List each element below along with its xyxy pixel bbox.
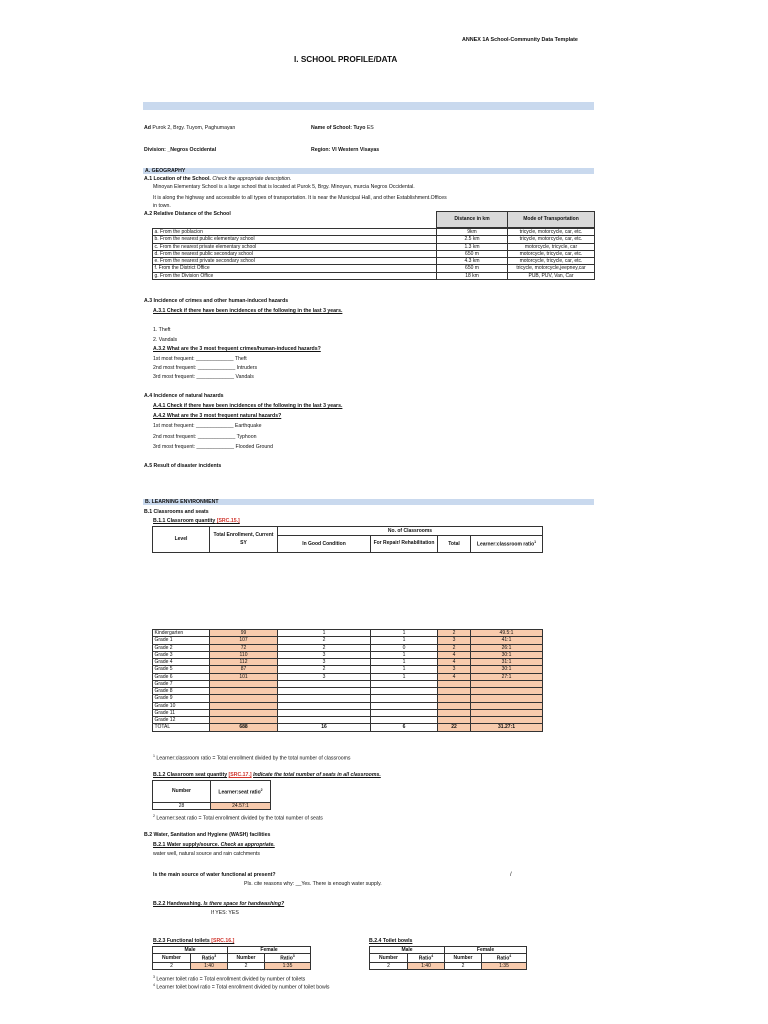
toilets-female-number: 2	[228, 963, 265, 970]
a3-heading: A.3 Incidence of crimes and other human-induced hazards	[144, 298, 289, 304]
geography-bar	[143, 168, 594, 174]
a2-label: A.2 Relative Distance of the School	[144, 211, 231, 217]
hazard-frequent-1-value: Earthquake	[234, 423, 262, 429]
toilets-female-ratio-label: Ratio	[280, 955, 293, 962]
crime-frequent-2-label: 2nd most frequent: _____________	[153, 365, 236, 371]
level-cell: Grade 12	[153, 717, 210, 724]
enrollment-cell	[210, 709, 278, 716]
total-cell	[438, 717, 471, 724]
hazard-frequent-1-label: 1st most frequent: _____________	[153, 423, 234, 429]
classroom-row	[153, 695, 543, 702]
distance-row-value: 650 m	[437, 265, 508, 272]
enrollment-cell: 87	[210, 666, 278, 673]
level-cell: Grade 11	[153, 709, 210, 716]
distance-row-value: 4.3 km	[437, 258, 508, 265]
a42-label: A.4.2 What are the 3 most frequent natural hazards?	[153, 413, 282, 419]
region-label: Region:	[311, 147, 331, 153]
a5-label: A.5 Result of disaster incidents	[144, 463, 222, 469]
distance-row-label: g. From the Division Office	[153, 272, 437, 279]
classroom-row	[153, 630, 543, 637]
seat-ratio-header	[211, 781, 271, 803]
toilets-male-ratio-header	[191, 954, 228, 963]
b11-line	[153, 518, 240, 525]
bowl-ratio-note	[153, 983, 329, 991]
total-good-condition-cell: 16	[278, 724, 371, 731]
level-cell: Kindergarten	[153, 630, 210, 637]
repair-cell	[371, 717, 438, 724]
distance-row-label: b. From the nearest public elementary school	[153, 236, 437, 243]
distance-row-label: f. From the District Office	[153, 265, 437, 272]
total-level-cell: TOTAL	[153, 724, 210, 731]
ratio-cell	[471, 688, 543, 695]
repair-cell: 1	[371, 637, 438, 644]
enrollment-cell: 101	[210, 673, 278, 680]
bowls-female-ratio-label: Ratio	[496, 955, 510, 962]
a4-heading: A.4 Incidence of natural hazards	[144, 393, 224, 399]
classroom-total-row	[153, 724, 543, 731]
b21-line	[153, 842, 275, 849]
classroom-ratio-note-text: Learner:classroom ratio = Total enrollment divided by the total number of classrooms	[156, 755, 351, 762]
b11-source: [SRC.15.]	[216, 518, 240, 524]
ratio-cell: 26:1	[471, 644, 543, 651]
bowls-male-header: Male	[370, 947, 445, 954]
toilets-male-number: 2	[153, 963, 191, 970]
seat-ratio-header-label: Learner:seat ratio	[218, 789, 261, 796]
distance-header-table	[436, 211, 595, 228]
repair-cell	[371, 702, 438, 709]
level-header: Level	[153, 527, 210, 553]
distance-row	[153, 250, 595, 257]
toilets-female-ratio: 1:35	[265, 963, 311, 970]
repair-cell: 1	[371, 673, 438, 680]
seat-table	[152, 780, 271, 810]
enrollment-cell: 99	[210, 630, 278, 637]
address-value: Purok 2, Brgy. Tuyom, Paghumayan	[152, 125, 236, 131]
a1-label: A.1 Location of the School.	[144, 176, 211, 182]
ratio-cell: 27:1	[471, 673, 543, 680]
b12-line	[153, 772, 381, 779]
distance-row	[153, 236, 595, 243]
seat-ratio-note	[153, 814, 323, 822]
learning-heading: B. LEARNING ENVIRONMENT	[145, 499, 219, 505]
classroom-header-table	[152, 526, 543, 553]
bowl-ratio-note-sup: 4	[153, 983, 155, 987]
ratio-cell	[471, 702, 543, 709]
b24-label: B.2.4 Toilet bowls	[369, 938, 413, 944]
toilets-female-ratio-header	[265, 954, 311, 963]
toilets-male-number-header: Number	[153, 954, 191, 963]
distance-row-mode: tricycle, motorcycle, car, etc.	[508, 236, 595, 243]
bowls-male-ratio-sup: 4	[431, 954, 434, 959]
ratio-cell	[471, 709, 543, 716]
total-enrollment-cell: 688	[210, 724, 278, 731]
toilets-male-ratio-label: Ratio	[201, 955, 215, 962]
distance-row-value: 2.5 km	[437, 236, 508, 243]
repair-cell: 1	[371, 659, 438, 666]
water-functional-reason: Pls. cite reasons why: __Yes. There is enough water supply.	[244, 881, 382, 887]
a31-label: A.3.1 Check if there have been incidences of the following in the last 3 years.	[153, 308, 343, 314]
bowls-male-number: 2	[370, 963, 408, 970]
total-cell: 4	[438, 651, 471, 658]
seat-number-value: 28	[153, 803, 211, 810]
bowls-female-ratio-header	[482, 954, 527, 963]
good-condition-header: In Good Condition	[278, 536, 371, 553]
crime-frequent-1	[153, 356, 247, 363]
total-header: Total	[438, 536, 471, 553]
b22-value: If YES: YES	[211, 910, 239, 916]
level-cell: Grade 1	[153, 637, 210, 644]
page-title: I. SCHOOL PROFILE/DATA	[294, 55, 398, 64]
level-cell: Grade 6	[153, 673, 210, 680]
total-cell	[438, 688, 471, 695]
distance-row-label: c. From the nearest private elementary school	[153, 243, 437, 250]
total-total-cell: 22	[438, 724, 471, 731]
classroom-ratio-note	[153, 754, 351, 762]
b1-label: B.1 Classrooms and seats	[144, 509, 209, 515]
distance-table	[152, 228, 595, 280]
bowls-female-header: Female	[445, 947, 527, 954]
distance-row	[153, 265, 595, 272]
distance-row-mode: tricycle, motorcycle, car, etc.	[508, 229, 595, 236]
distance-row-mode: PUB, PUV, Van, Car	[508, 272, 595, 279]
division-label: Division: _Negros Occidental	[144, 147, 217, 153]
level-cell: Grade 4	[153, 659, 210, 666]
level-cell: Grade 7	[153, 680, 210, 687]
annex-label: ANNEX 1A School-Community Data Template	[462, 37, 578, 43]
b21-instruction: Check as appropriate.	[220, 842, 275, 848]
crime-frequent-3-value: Vandals	[235, 374, 254, 380]
classroom-row	[153, 659, 543, 666]
b2-heading: B.2 Water, Sanitation and Hygiene (WASH) facilities	[144, 832, 271, 838]
distance-row-value: 9km	[437, 229, 508, 236]
repair-cell: 0	[371, 644, 438, 651]
repair-cell: 1	[371, 651, 438, 658]
repair-cell: 1	[371, 666, 438, 673]
ratio-header-sup: 1	[534, 540, 537, 545]
enrollment-cell: 72	[210, 644, 278, 651]
ratio-cell: 31:1	[471, 659, 543, 666]
level-cell: Grade 8	[153, 688, 210, 695]
bowls-male-ratio-label: Ratio	[418, 955, 432, 962]
good-condition-cell	[278, 717, 371, 724]
toilets-male-ratio-sup: 3	[214, 954, 217, 959]
repair-cell	[371, 688, 438, 695]
classrooms-group-header: No. of Classrooms	[278, 527, 543, 536]
classroom-row	[153, 688, 543, 695]
crime-frequent-2-value: Intruders	[236, 365, 258, 371]
b11-label: B.1.1 Classroom quantity	[153, 518, 216, 524]
b12-instruction: Indicate the total number of seats in all classrooms.	[253, 772, 381, 778]
repair-cell	[371, 709, 438, 716]
ratio-cell: 41:1	[471, 637, 543, 644]
crime-frequent-1-value: Theft	[234, 356, 247, 362]
b12-source: [SRC.17.]	[228, 772, 252, 778]
total-cell	[438, 709, 471, 716]
classroom-ratio-note-sup: 1	[153, 754, 155, 758]
classroom-row	[153, 717, 543, 724]
level-cell: Grade 2	[153, 644, 210, 651]
address-label: Ad	[144, 125, 151, 131]
hazard-frequent-3	[153, 444, 273, 451]
repair-cell: 1	[371, 630, 438, 637]
hazard-frequent-3-label: 3rd most frequent: _____________	[153, 444, 235, 450]
good-condition-cell	[278, 709, 371, 716]
toilets-male-ratio: 1:40	[191, 963, 228, 970]
region-line	[311, 147, 379, 154]
ratio-cell: 30:1	[471, 651, 543, 658]
distance-row-label: e. From the nearest private secondary school	[153, 258, 437, 265]
enrollment-cell	[210, 680, 278, 687]
toilet-ratio-note-text: Learner toilet ratio = Total enrollment divided by number of toilets	[156, 976, 306, 983]
good-condition-cell	[278, 680, 371, 687]
distance-row	[153, 229, 595, 236]
a1-description-2: It is along the highway and accessible to all types of transportation. It is near the Municipal Hall, and other Establishment.Offices	[153, 195, 447, 201]
seat-ratio-note-sup: 2	[153, 814, 155, 818]
good-condition-cell: 3	[278, 651, 371, 658]
repair-cell	[371, 680, 438, 687]
crime-item-1: 1. Theft	[153, 327, 171, 333]
seat-number-header: Number	[153, 781, 211, 803]
distance-row-label: a. From the poblacion	[153, 229, 437, 236]
ratio-header-label: Learner:classroom ratio	[476, 541, 535, 548]
distance-row-mode: motorcycle, tricycle, car, etc.	[508, 258, 595, 265]
classroom-row	[153, 673, 543, 680]
crime-frequent-1-label: 1st most frequent: _____________	[153, 356, 234, 362]
hazard-frequent-1	[153, 423, 261, 430]
ratio-cell	[471, 680, 543, 687]
seat-ratio-value: 24.57:1	[211, 803, 271, 810]
enrollment-cell	[210, 717, 278, 724]
total-cell: 2	[438, 630, 471, 637]
title-bar	[143, 102, 594, 110]
a1-description-3: in town.	[153, 203, 171, 209]
hazard-frequent-2	[153, 434, 256, 441]
distance-row-mode: motorcycle, tricycle, car, etc.	[508, 250, 595, 257]
toilets-table	[152, 946, 311, 970]
b12-label: B.1.2 Classroom seat quantity	[153, 772, 228, 778]
bowls-male-ratio-header	[408, 954, 445, 963]
hazard-frequent-3-value: Flooded Ground	[235, 444, 273, 450]
school-name-value: ES	[366, 125, 374, 131]
distance-row-value: 1.3 km	[437, 243, 508, 250]
repair-header: For Repair/ Rehabilitation	[371, 536, 438, 553]
b23-line	[153, 938, 234, 945]
classroom-row	[153, 680, 543, 687]
distance-row-value: 18 km	[437, 272, 508, 279]
a41-label: A.4.1 Check if there have been incidences of the following in the last 3 years.	[153, 403, 343, 409]
bowls-female-number: 2	[445, 963, 482, 970]
b22-line	[153, 901, 284, 908]
classroom-row	[153, 709, 543, 716]
distance-row	[153, 243, 595, 250]
enrollment-cell: 112	[210, 659, 278, 666]
total-cell: 4	[438, 659, 471, 666]
bowls-male-ratio: 1:40	[408, 963, 445, 970]
total-ratio-cell: 31.27:1	[471, 724, 543, 731]
b22-question: Is there space for handwashing?	[203, 901, 285, 907]
hazard-frequent-2-label: 2nd most frequent: _____________	[153, 434, 236, 440]
seat-ratio-note-text: Learner:seat ratio = Total enrollment divided by the total number of seats	[156, 815, 323, 822]
b21-value: water well, natural source and rain catchments	[153, 851, 260, 857]
total-cell	[438, 695, 471, 702]
good-condition-cell: 3	[278, 659, 371, 666]
crime-frequent-3	[153, 374, 254, 381]
crime-frequent-2	[153, 365, 257, 372]
mode-header: Mode of Transportation	[508, 212, 595, 228]
crime-frequent-3-label: 3rd most frequent: _____________	[153, 374, 235, 380]
distance-row-mode: tricycle, motorcycle,jeepney,car	[508, 265, 595, 272]
enrollment-cell: 110	[210, 651, 278, 658]
enrollment-header: Total Enrollment, Current SY	[210, 527, 278, 553]
toilet-ratio-note-sup: 3	[153, 975, 155, 979]
bowls-female-ratio-sup: 4	[509, 954, 512, 959]
total-cell: 4	[438, 673, 471, 680]
distance-row	[153, 258, 595, 265]
classroom-row	[153, 666, 543, 673]
bowls-table	[369, 946, 527, 970]
ratio-cell: 49.5:1	[471, 630, 543, 637]
bowls-male-number-header: Number	[370, 954, 408, 963]
total-cell: 3	[438, 666, 471, 673]
distance-row-label: d. From the nearest public secondary school	[153, 250, 437, 257]
classroom-data-table	[152, 629, 543, 732]
toilets-female-header: Female	[228, 947, 311, 954]
level-cell: Grade 3	[153, 651, 210, 658]
good-condition-cell: 2	[278, 644, 371, 651]
total-cell: 2	[438, 644, 471, 651]
enrollment-cell: 107	[210, 637, 278, 644]
level-cell: Grade 10	[153, 702, 210, 709]
total-repair-cell: 6	[371, 724, 438, 731]
geography-heading: A. GEOGRAPHY	[145, 168, 186, 174]
b23-source: [SRC.16.]	[211, 938, 235, 944]
water-functional-question: Is the main source of water functional at present?	[153, 872, 276, 878]
a1-line	[144, 176, 291, 183]
seat-ratio-header-sup: 2	[260, 787, 263, 792]
good-condition-cell: 3	[278, 673, 371, 680]
bowls-female-number-header: Number	[445, 954, 482, 963]
good-condition-cell: 1	[278, 630, 371, 637]
good-condition-cell	[278, 695, 371, 702]
classroom-row	[153, 702, 543, 709]
enrollment-cell	[210, 695, 278, 702]
ratio-cell	[471, 717, 543, 724]
toilets-male-header: Male	[153, 947, 228, 954]
a1-instruction: Check the appropriate description.	[212, 176, 292, 182]
b22-label: B.2.2 Handwashing.	[153, 901, 203, 907]
hazard-frequent-2-value: Typhoon	[236, 434, 257, 440]
address-line	[144, 125, 235, 132]
a32-label: A.3.2 What are the 3 most frequent crimes/human-induced hazards?	[153, 346, 321, 352]
water-functional-mark: /	[510, 872, 512, 878]
level-cell: Grade 5	[153, 666, 210, 673]
good-condition-cell: 2	[278, 666, 371, 673]
a1-description-1: Minoyan Elementary School is a large school that is located at Purok 5, Brgy. Minoyan, murcia Negros Occidental.	[153, 184, 415, 190]
region-value: VI Western Visayas	[331, 147, 380, 153]
b23-label: B.2.3 Functional toilets	[153, 938, 210, 944]
level-cell: Grade 9	[153, 695, 210, 702]
classroom-row	[153, 637, 543, 644]
distance-row-value: 650 m	[437, 250, 508, 257]
total-cell	[438, 702, 471, 709]
b21-label: B.2.1 Water supply/source.	[153, 842, 220, 848]
good-condition-cell	[278, 702, 371, 709]
toilet-ratio-note	[153, 975, 305, 983]
distance-row	[153, 272, 595, 279]
classroom-row	[153, 644, 543, 651]
distance-header: Distance in km	[437, 212, 508, 228]
distance-row-mode: motorcycle, tricycle, car	[508, 243, 595, 250]
toilets-female-ratio-sup: 3	[292, 954, 295, 959]
school-name-line	[311, 125, 374, 132]
good-condition-cell: 2	[278, 637, 371, 644]
school-name-label: Name of School: Tuyo	[311, 125, 366, 131]
classroom-row	[153, 651, 543, 658]
total-cell: 3	[438, 637, 471, 644]
bowls-female-ratio: 1:35	[482, 963, 527, 970]
bowl-ratio-note-text: Learner toilet bowl ratio = Total enrollment divided by number of toilet bowls	[156, 984, 330, 991]
ratio-cell: 30:1	[471, 666, 543, 673]
crime-item-2: 2. Vandals	[153, 337, 178, 343]
enrollment-cell	[210, 688, 278, 695]
ratio-header	[471, 536, 543, 553]
good-condition-cell	[278, 688, 371, 695]
ratio-cell	[471, 695, 543, 702]
enrollment-cell	[210, 702, 278, 709]
toilets-female-number-header: Number	[228, 954, 265, 963]
repair-cell	[371, 695, 438, 702]
total-cell	[438, 680, 471, 687]
